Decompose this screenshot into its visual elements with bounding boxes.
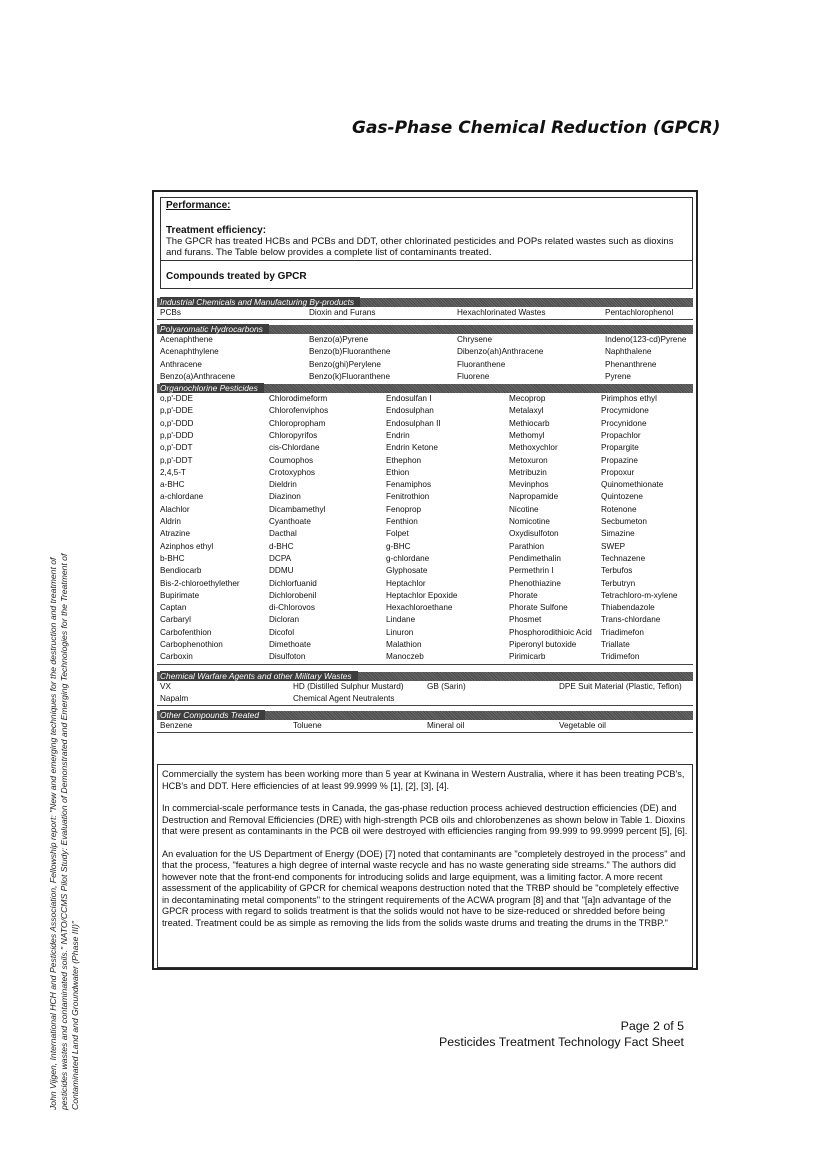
table-cell: Ethephon [386, 455, 422, 465]
table-cell: p,p'-DDT [160, 455, 193, 465]
table-cell: Fluoranthene [457, 359, 506, 369]
table-cell: Linuron [386, 627, 414, 637]
table-cell: Propargite [601, 443, 639, 453]
table-row [157, 405, 693, 417]
table-cell: Propachlor [601, 430, 641, 440]
table-cell: Hexachlorinated Wastes [457, 308, 546, 317]
table-cell: Bendiocarb [160, 566, 202, 576]
table-cell: Methiocarb [509, 418, 550, 428]
table-cell: Carboxin [160, 652, 193, 662]
table-row [157, 430, 693, 442]
table-cell: HD (Distilled Sulphur Mustard) [293, 682, 404, 691]
table-cell: Metribuzin [509, 467, 547, 477]
table-cell: Propazine [601, 455, 638, 465]
table-cell: Indeno(123-cd)Pyrene [605, 335, 687, 344]
table-cell: Mevinphos [509, 480, 549, 490]
table-cell: cis-Chlordane [269, 443, 320, 453]
table-cell: Mineral oil [427, 721, 465, 730]
table-cell: Tridimefon [601, 652, 640, 662]
category-header-organochlorine [157, 384, 693, 393]
table-row [157, 307, 693, 319]
table-cell: 2,4,5-T [160, 467, 186, 477]
footer-subtitle: Pesticides Treatment Technology Fact Sheet [439, 1035, 684, 1049]
table-cell: Folpet [386, 529, 409, 539]
table-cell: Diazinon [269, 492, 301, 502]
table-cell: Captan [160, 603, 187, 613]
table-row [157, 627, 693, 639]
table-row [157, 467, 693, 479]
table-cell: Dimethoate [269, 640, 311, 649]
table-cell: Endrin [386, 430, 410, 440]
paragraph: Commercially the system has been working more than 5 year at Kwinana in Western Australia, where it has been treating PCB's, HCB's and DDT. Here efficiencies of at least 99.9999 % [1], [2], [3], [4]. [162, 769, 685, 791]
section-rule [157, 705, 693, 706]
table-cell: DPE Suit Material (Plastic, Teflon) [559, 682, 682, 691]
table-row [157, 359, 693, 371]
table-cell: Oxydisulfoton [509, 529, 559, 539]
table-cell: Endosulphan [386, 406, 434, 416]
efficiency-text: The GPCR has treated HCBs and PCBs and DDT, other chlorinated pesticides and POPs related wastes such as dioxins and furans. The Table below provides a complete list of contaminants treated. [166, 236, 674, 258]
table-cell: VX [160, 682, 171, 691]
table-cell: Terbutryn [601, 578, 636, 588]
table-row [157, 504, 693, 516]
table-cell: Pyrene [605, 372, 631, 382]
table-cell: Benzene [160, 721, 193, 730]
table-row [157, 393, 693, 405]
table-row [157, 442, 693, 454]
table-cell: Aldrin [160, 517, 181, 526]
performance-heading: Performance: [166, 200, 231, 211]
table-cell: Endosulfan I [386, 394, 432, 403]
table-cell: DCPA [269, 553, 292, 563]
table-cell: Triadimefon [601, 627, 644, 637]
table-row [157, 614, 693, 626]
table-cell: Phenanthrene [605, 359, 657, 369]
table-cell: a-BHC [160, 480, 185, 490]
table-cell: DDMU [269, 566, 294, 576]
table-row [157, 371, 693, 383]
table-cell: Manoczeb [386, 652, 424, 662]
page-number: Page 2 of 5 [620, 1019, 684, 1033]
table-cell: Ethion [386, 467, 410, 477]
table-cell: Disulfoton [269, 652, 306, 662]
paragraph: In commercial-scale performance tests in Canada, the gas-phase reduction process achieved destruction efficiencies (DE) and Destruction and Removal Efficiencies (DRE) with high-strength PCB oils and chlorobenzenes as shown below in Table 1. Dioxins that were present as contaminants in the PCB oil were destroyed with efficiencies ranging from 99.999 to 99.9999 percent [5], [6]. [162, 803, 688, 836]
table-row [157, 418, 693, 430]
table-cell: p,p'-DDE [160, 406, 193, 416]
table-cell: Benzo(a)Pyrene [309, 335, 369, 344]
table-row [157, 590, 693, 602]
table-cell: Acenaphthene [160, 335, 213, 344]
table-cell: Carbophenothion [160, 640, 223, 649]
table-cell: Benzo(k)Fluoranthene [309, 372, 391, 382]
table-cell: p,p'-DDD [160, 430, 194, 440]
table-row [157, 334, 693, 346]
table-cell: Phenothiazine [509, 578, 561, 588]
table-row [157, 639, 693, 651]
table-cell: Phorate Sulfone [509, 603, 568, 613]
table-row [157, 528, 693, 540]
table-cell: Phosphorodithioic Acid [509, 627, 592, 637]
table-row [157, 516, 693, 528]
category-header-polyaromatic [157, 325, 693, 334]
table-cell: Dieldrin [269, 480, 297, 490]
table-cell: SWEP [601, 541, 626, 551]
table-cell: Chloropropham [269, 418, 326, 428]
table-cell: GB (Sarin) [427, 682, 466, 691]
table-row [157, 693, 693, 705]
category-label: Polyaromatic Hydrocarbons [160, 324, 269, 334]
efficiency-label: Treatment efficiency: [166, 225, 267, 236]
section-rule [157, 319, 693, 320]
table-cell: Cyanthoate [269, 517, 311, 526]
table-cell: Acenaphthylene [160, 347, 219, 357]
table-cell: Anthracene [160, 359, 202, 369]
table-row [157, 681, 693, 693]
category-label: Organochlorine Pesticides [160, 383, 264, 393]
table-cell: Benzo(b)Fluoranthene [309, 347, 391, 357]
table-cell: Glyphosate [386, 566, 428, 576]
table-cell: Pirimicarb [509, 652, 546, 662]
compound-table [157, 298, 693, 742]
table-cell: Phosmet [509, 615, 542, 625]
table-cell: Phorate [509, 590, 538, 600]
table-row [157, 565, 693, 577]
divider [161, 260, 692, 261]
category-header-warfare [157, 672, 693, 681]
table-cell: Heptachlor [386, 578, 426, 588]
table-cell: di-Chlorovos [269, 603, 315, 613]
category-header-industrial [157, 298, 693, 307]
table-cell: Dibenzo(ah)Anthracene [457, 347, 544, 357]
table-cell: Simazine [601, 529, 635, 539]
table-cell: a-chlordane [160, 492, 204, 502]
table-row [157, 479, 693, 491]
table-cell: Methomyl [509, 430, 545, 440]
document-title: Gas-Phase Chemical Reduction (GPCR) [352, 118, 721, 138]
table-cell: Tetrachloro-m-xylene [601, 590, 678, 600]
category-label: Chemical Warfare Agents and other Military Wastes [160, 671, 358, 681]
table-cell: Toluene [293, 721, 322, 730]
table-row [157, 651, 693, 663]
table-cell: Propoxur [601, 467, 635, 477]
table-cell: Atrazine [160, 529, 191, 539]
table-cell: PCBs [160, 308, 181, 317]
table-cell: Chlorodimeform [269, 394, 328, 403]
table-cell: Pentachlorophenol [605, 308, 674, 317]
table-cell: Dicloran [269, 615, 300, 625]
table-cell: Quinomethionate [601, 480, 664, 490]
table-cell: Coumophos [269, 455, 314, 465]
table-cell: Dioxin and Furans [309, 308, 376, 317]
table-cell: Metalaxyl [509, 406, 544, 416]
table-cell: Parathion [509, 541, 545, 551]
table-cell: Fenitrothion [386, 492, 430, 502]
table-cell: Trans-chlordane [601, 615, 661, 625]
table-row [157, 455, 693, 467]
table-row [157, 720, 693, 732]
table-cell: d-BHC [269, 541, 294, 551]
performance-box [160, 197, 693, 289]
table-cell: Pirimphos ethyl [601, 394, 657, 403]
table-cell: Carbaryl [160, 615, 191, 625]
table-cell: Pendimethalin [509, 553, 561, 563]
page-footer [392, 1018, 684, 1050]
table-cell: Endrin Ketone [386, 443, 438, 453]
table-cell: Piperonyl butoxide [509, 640, 577, 649]
table-cell: Crotoxyphos [269, 467, 315, 477]
table-cell: Benzo(a)Anthracene [160, 372, 236, 382]
table-cell: Thiabendazole [601, 603, 655, 613]
table-cell: Fenoprop [386, 504, 422, 514]
paragraph: An evaluation for the US Department of Energy (DOE) [7] noted that contaminants are "completely destroyed in the process" and that the process, "features a high degree of internal waste recycle and has no waste generating side streams." The authors did however note that the front-end components for introducing solids and large equipment, was a limiting factor. A more recent assessment of the applicability of GPCR for chemical weapons destruction noted that the TRBP should be "completely effective in decontaminating metal components" to the stringent requirements of the ACWA program [8] and that "[a]n advantage of the GPCR process with regard to solids treatment is that the solids would not have to be size-reduced or shredded before being treated. Treatment could be as simple as removing the lids from the solids waste drums and treating the drums in the TRBP." [162, 848, 686, 928]
table-cell: Secbumeton [601, 517, 647, 526]
table-row [157, 602, 693, 614]
table-cell: Metoxuron [509, 455, 548, 465]
table-cell: Fenthion [386, 517, 418, 526]
table-cell: Heptachlor Epoxide [386, 590, 458, 600]
table-row [157, 553, 693, 565]
table-cell: Lindane [386, 615, 416, 625]
table-cell: Triallate [601, 640, 630, 649]
table-cell: Naphthalene [605, 347, 652, 357]
section-rule [157, 664, 693, 665]
table-row [157, 541, 693, 553]
category-header-other [157, 711, 693, 720]
table-cell: Bis-2-chloroethylether [160, 578, 240, 588]
table-cell: Dichlorfuanid [269, 578, 317, 588]
category-label: Other Compounds Treated [160, 710, 265, 720]
body-text-box [157, 764, 693, 968]
table-cell: b-BHC [160, 553, 185, 563]
table-cell: Hexachloroethane [386, 603, 453, 613]
table-cell: Napropamide [509, 492, 559, 502]
table-cell: Methoxychlor [509, 443, 558, 453]
table-cell: Procynidone [601, 418, 647, 428]
table-cell: Alachlor [160, 504, 190, 514]
table-cell: Fenamiphos [386, 480, 432, 490]
table-cell: Malathion [386, 640, 422, 649]
table-cell: Technazene [601, 553, 646, 563]
table-cell: Chrysene [457, 335, 493, 344]
table-cell: o,p'-DDD [160, 418, 194, 428]
table-cell: Mecoprop [509, 394, 546, 403]
table-cell: o,p'-DDT [160, 443, 193, 453]
table-cell: Vegetable oil [559, 721, 606, 730]
table-cell: Quintozene [601, 492, 643, 502]
table-cell: Rotenone [601, 504, 637, 514]
table-cell: g-chlordane [386, 553, 430, 563]
table-cell: Fluorene [457, 372, 490, 382]
table-cell: Endosulphan II [386, 418, 441, 428]
side-citation: John Vijgen, International HCH and Pesticides Association, Fellowship report: "New and emerging techniques for the destruction and treatment of pesticides wastes and contaminated soils." NATO/CCMS Pilot Study: Evaluation of Demonstrated and Emerging Technologies for the Treatment of Contaminated Land and Groundwater (Phase III)" [48, 553, 80, 1110]
table-cell: Permethrin I [509, 566, 554, 576]
table-cell: Azinphos ethyl [160, 541, 214, 551]
table-cell: Chloropyrifos [269, 430, 318, 440]
table-cell: Dichlorobenil [269, 590, 317, 600]
section-rule [157, 732, 693, 733]
table-cell: Chemical Agent Neutralents [293, 694, 395, 703]
table-row [157, 346, 693, 358]
compounds-label: Compounds treated by GPCR [166, 271, 307, 282]
table-cell: g-BHC [386, 541, 411, 551]
table-row [157, 578, 693, 590]
table-cell: Dicambamethyl [269, 504, 326, 514]
table-cell: Benzo(ghi)Perylene [309, 359, 381, 369]
table-cell: Dacthal [269, 529, 297, 539]
table-cell: Chlorofenviphos [269, 406, 329, 416]
category-label: Industrial Chemicals and Manufacturing By-products [160, 297, 360, 307]
table-cell: Nomicotine [509, 517, 550, 526]
table-cell: o,p'-DDE [160, 394, 193, 403]
table-cell: Dicofol [269, 627, 295, 637]
table-cell: Carbofenthion [160, 627, 212, 637]
table-cell: Procymidone [601, 406, 649, 416]
table-cell: Terbufos [601, 566, 633, 576]
table-cell: Nicotine [509, 504, 539, 514]
table-row [157, 491, 693, 503]
table-cell: Napalm [160, 694, 189, 703]
table-cell: Bupirimate [160, 590, 200, 600]
